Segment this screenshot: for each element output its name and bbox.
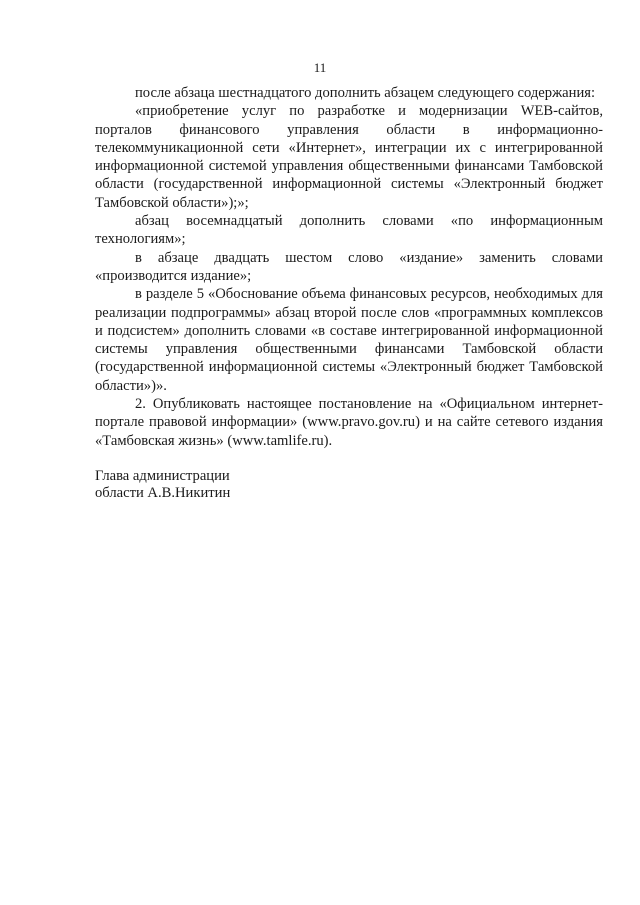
paragraph-publication: 2. Опубликовать настоящее постановление на «Официальном интернет-портале правовой информации» (www.pravo.gov.ru) и на сайте сетевого издания «Тамбовская жизнь» (www.tamlife.ru). (95, 396, 603, 449)
document-body (95, 84, 603, 450)
paragraph-abzac-18: абзац восемнадцатый дополнить словами «по информационным технологиям»; (95, 213, 603, 248)
paragraph-quoted-text: «приобретение услуг по разработке и модернизации WEB-сайтов, порталов финансового управления области в информационно-телекоммуникационной сети «Интернет», интеграции их с интегрированной информационной системой управления общественными финансами Тамбовской области (государственной информационной системы «Электронный бюджет Тамбовской области»);»; (95, 103, 603, 211)
signature-position: Глава администрации (95, 468, 230, 484)
paragraph-section-5: в разделе 5 «Обоснование объема финансовых ресурсов, необходимых для реализации подпрограммы» абзац второй после слов «программных комплексов и подсистем» дополнить словами «в составе интегрированной информационной системы управления общественными финансами Тамбовской области (государственной информационной системы «Электронный бюджет Тамбовской области»)». (95, 286, 603, 394)
paragraph-amendment-intro: после абзаца шестнадцатого дополнить абзацем следующего содержания: (135, 85, 596, 101)
signature-name: области А.В.Никитин (95, 484, 231, 501)
signature-block (95, 468, 230, 501)
page-number: 11 (313, 60, 327, 75)
paragraph-abzac-26: в абзаце двадцать шестом слово «издание» заменить словами «производится издание»; (95, 249, 603, 284)
